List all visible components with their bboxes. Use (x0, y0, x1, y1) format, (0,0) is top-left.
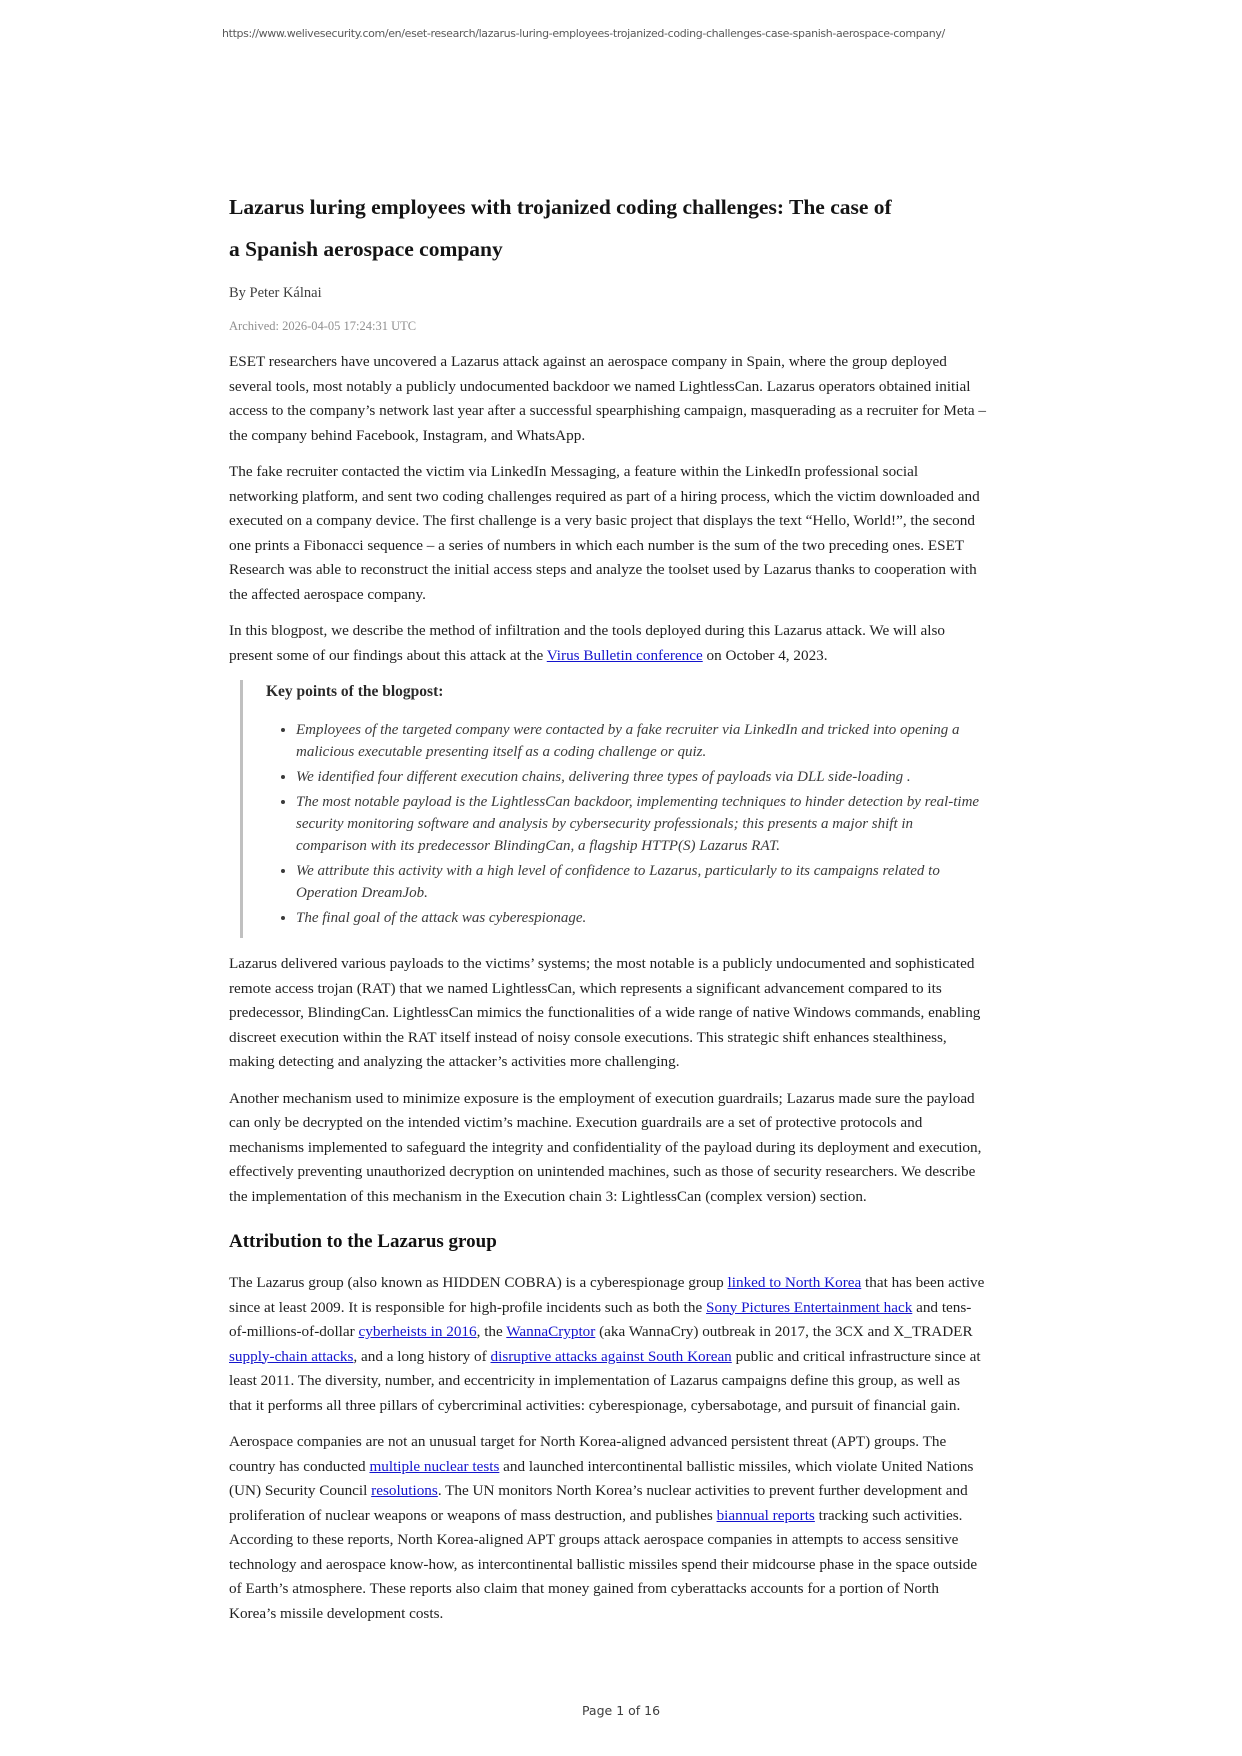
key-point-item (296, 907, 986, 929)
inline-link[interactable]: multiple nuclear tests (369, 1457, 500, 1475)
text-run: Lazarus delivered various payloads to the victims’ systems; the most notable is a publicly undocumented and sophisticated remote access trojan (RAT) that we named LightlessCan, which represents a significant advancement compared to its predecessor, BlindingCan. LightlessCan mimics the functionalities of a wide range of native Windows commands, enabling discreet execution within the RAT itself instead of noisy console executions. This strategic shift enhances stealthiness, making detecting and analyzing the attacker’s activities more challenging. (229, 955, 981, 1070)
inline-link[interactable]: WannaCryptor (506, 1323, 596, 1340)
article-title-line: a Spanish aerospace company (229, 237, 503, 261)
inline-link[interactable]: Virus Bulletin conference (546, 646, 703, 664)
text-run: Aerospace companies are not an unusual target for North Korea-aligned advanced persistent threat (APT) groups. The country has conducted (229, 1433, 947, 1475)
paragraph (229, 460, 986, 607)
text-run: The final goal of the attack was cyberespionage. (296, 910, 587, 926)
key-point-item (296, 860, 986, 904)
article-title-line: Lazarus luring employees with trojanized coding challenges: The case of (229, 195, 892, 219)
page-number-footer: Page 1 of 16 (581, 1703, 661, 1718)
archived-page-url: https://www.welivesecurity.com/en/eset-research/lazarus-luring-employees-trojanized-coding-challenges-case-spanish-aerospace-company/ (222, 27, 945, 40)
paragraph (229, 1087, 986, 1210)
text-run: Another mechanism used to minimize exposure is the employment of execution guardrails; Lazarus made sure the payload can only be decrypted on the intended victim’s machine. Execution guardrails are a set of protective protocols and mechanisms implemented to safeguard the integrity and confidentiality of the payload during its deployment and execution, effectively preventing unauthorized decryption on unintended machines, such as those of security researchers. We describe the implementation of this mechanism in the Execution chain 3: LightlessCan (complex version) section. (229, 1089, 982, 1205)
paragraph (229, 1430, 986, 1626)
paragraph (229, 1271, 986, 1418)
text-run: ESET researchers have uncovered a Lazarus attack against an aerospace company in Spain, where the group deployed several tools, most notably a publicly undocumented backdoor we named LightlessCan. Lazarus operators obtained initial access to the company’s network last year after a successful spearphishing campaign, masquerading as a recruiter for Meta – the company behind Facebook, Instagram, and WhatsApp. (229, 353, 986, 444)
text-run: We identified four different execution chains, delivering three types of payloads via DLL side-loading . (296, 769, 911, 785)
text-run: . The UN monitors North Korea’s nuclear activities to prevent further development and proliferation of nuclear weapons or weapons of mass destruction, and publishes (229, 1482, 968, 1524)
inline-link[interactable]: cyberheists in 2016 (358, 1323, 477, 1340)
text-run: and launched intercontinental ballistic missiles, which violate United Nations (UN) Security Council (229, 1457, 974, 1499)
inline-link[interactable]: linked to North Korea (727, 1274, 862, 1291)
inline-link[interactable]: supply-chain attacks (229, 1347, 354, 1365)
text-run: (aka WannaCry) outbreak in 2017, the 3CX and X_TRADER (595, 1323, 973, 1340)
byline: By Peter Kálnai (229, 285, 322, 301)
text-run: The fake recruiter contacted the victim via LinkedIn Messaging, a feature within the LinkedIn professional social networking platform, and sent two coding challenges required as part of a hiring process, which the victim downloaded and executed on a company device. The first challenge is a very basic project that displays the text “Hello, World!”, the second one prints a Fibonacci sequence – a series of numbers in which each number is the sum of the two preceding ones. ESET Research was able to reconstruct the initial access steps and analyze the toolset used by Lazarus thanks to cooperation with the affected aerospace company. (229, 463, 980, 603)
paragraph (229, 350, 986, 448)
key-points-list (266, 719, 986, 929)
archived-timestamp: Archived: 2026-04-05 17:24:31 UTC (229, 319, 417, 333)
text-run: tracking such activities. According to these reports, North Korea-aligned APT groups attack aerospace companies in attempts to access sensitive technology and aerospace know-how, as intercontinental ballistic missiles spend their midcourse phase in the space outside of Earth’s atmosphere. These reports also claim that money gained from cyberattacks accounts for a portion of North Korea’s missile development costs. (229, 1506, 978, 1622)
article (229, 0, 986, 1638)
text-run: on October 4, 2023. (702, 646, 828, 664)
text-run: In this blogpost, we describe the method of infiltration and the tools deployed during this Lazarus attack. We will also present some of our findings about this attack at the (229, 622, 945, 664)
article-title (229, 186, 1049, 270)
text-run: public and critical infrastructure since at least 2011. The diversity, number, and eccentricity in implementation of Lazarus campaigns define this group, as well as that it performs all three pillars of cybercriminal activities: cyberespionage, cybersabotage, and pursuit of financial gain. (229, 1347, 981, 1414)
key-points-title: Key points of the blogpost: (266, 683, 444, 700)
key-point-item (296, 791, 986, 857)
text-run: that has been active since at least 2009. It is responsible for high-profile incidents such as both the (229, 1274, 985, 1316)
text-run: We attribute this activity with a high level of confidence to Lazarus, particularly to its campaigns related to Operation DreamJob. (296, 863, 940, 901)
key-point-item (296, 766, 986, 788)
section-heading: Attribution to the Lazarus group (229, 1231, 497, 1252)
paragraph (229, 619, 986, 668)
key-point-item (296, 719, 986, 763)
paragraph (229, 952, 986, 1075)
inline-link[interactable]: biannual reports (716, 1506, 815, 1524)
key-points-blockquote (240, 680, 986, 938)
text-run: and tens-of-millions-of-dollar (229, 1298, 972, 1340)
inline-link[interactable]: Sony Pictures Entertainment hack (706, 1298, 913, 1316)
inline-link[interactable]: resolutions (371, 1482, 438, 1499)
text-run: The most notable payload is the LightlessCan backdoor, implementing techniques to hinder detection by real-time security monitoring software and analysis by cybersecurity professionals; this presents a major shift in comparison with its predecessor BlindingCan, a flagship HTTP(S) Lazarus RAT. (296, 794, 980, 854)
inline-link[interactable]: disruptive attacks against South Korean (490, 1347, 732, 1365)
text-run: The Lazarus group (also known as HIDDEN COBRA) is a cyberespionage group (229, 1274, 728, 1291)
text-run: , the (476, 1323, 507, 1340)
text-run: , and a long history of (353, 1347, 491, 1365)
article-body (229, 350, 986, 1626)
text-run: Employees of the targeted company were contacted by a fake recruiter via LinkedIn and tricked into opening a malicious executable presenting itself as a coding challenge or quiz. (296, 722, 960, 760)
